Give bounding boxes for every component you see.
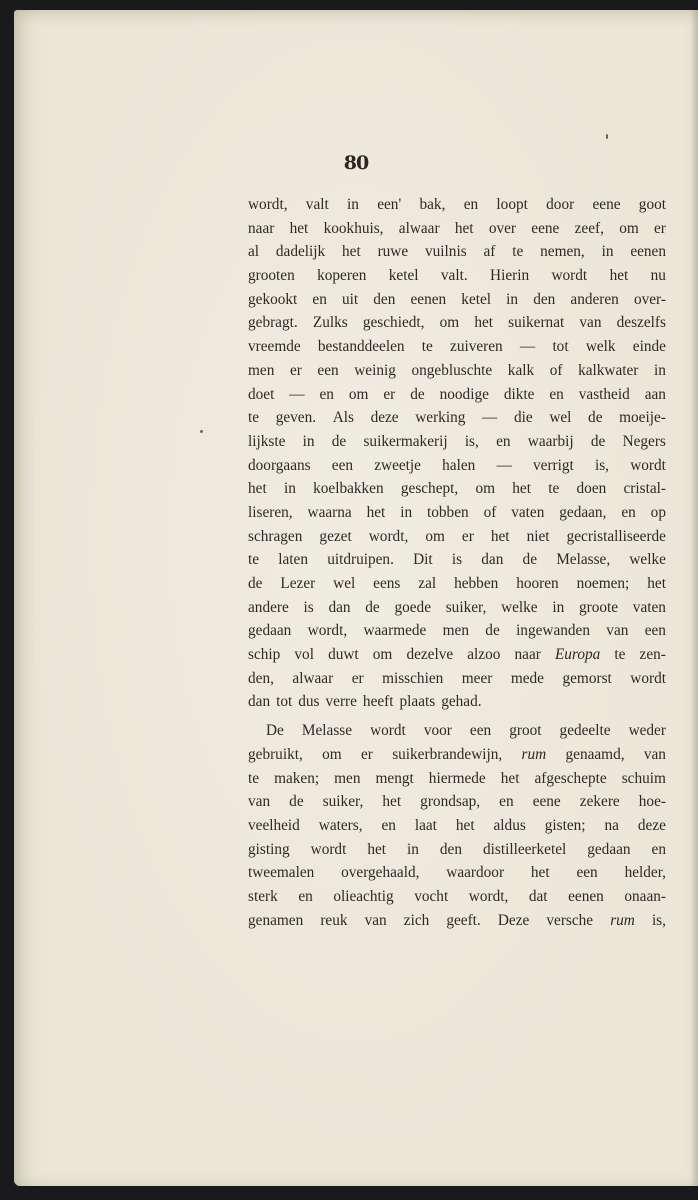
body-text [248, 193, 666, 932]
text-line: schip vol duwt om dezelve alzoo naar Europa te zen- [248, 646, 666, 664]
text-line: men er een weinig ongebluschte kalk of kalkwater in [248, 361, 666, 379]
text-line: grooten koperen ketel valt. Hierin wordt het nu [248, 267, 666, 285]
text-line: tweemalen overgehaald, waardoor het een helder, [248, 864, 666, 882]
paragraph [248, 719, 666, 932]
text-line: te laten uitdruipen. Dit is dan de Melasse, welke [248, 551, 666, 569]
text-line: naar het kookhuis, alwaar het over eene zeef, om er [248, 219, 666, 237]
text-line: dan tot dus verre heeft plaats gehad. [248, 693, 482, 711]
text-line: te geven. Als deze werking — die wel de moeije- [248, 409, 666, 427]
text-line: veelheid waters, en laat het aldus gisten; na deze [248, 816, 666, 834]
text-line: genamen reuk van zich geeft. Deze versche rum is, [248, 911, 666, 929]
text-line: wordt, valt in een' bak, en loopt door eene goot [248, 196, 666, 213]
text-line: gebruikt, om er suikerbrandewijn, rum genaamd, van [248, 745, 666, 763]
text-line: doorgaans een zweetje halen — verrigt is, wordt [248, 456, 666, 474]
text-line: al dadelijk het ruwe vuilnis af te nemen, in eenen [248, 243, 666, 261]
text-line: gebragt. Zulks geschiedt, om het suikernat van deszelfs [248, 314, 666, 332]
text-line: andere is dan de goede suiker, welke in groote vaten [248, 598, 666, 616]
text-line: gekookt en uit den eenen ketel in den anderen over- [248, 290, 666, 308]
text-line: liseren, waarna het in tobben of vaten gedaan, en op [248, 503, 666, 521]
text-line: schragen gezet wordt, om er het niet gecristalliseerde [248, 527, 666, 545]
paper-speck [200, 430, 203, 433]
text-line: gedaan wordt, waarmede men de ingewanden van een [248, 622, 666, 640]
book-page [14, 10, 698, 1186]
text-line: lijkste in de suikermakerij is, en waarbij de Negers [248, 432, 666, 450]
text-line: van de suiker, het grondsap, en eene zekere hoe- [248, 793, 666, 811]
text-line: den, alwaar er misschien meer mede gemorst wordt [248, 669, 666, 687]
text-line: De Melasse wordt voor een groot gedeelte weder [266, 722, 666, 740]
paper-speck [606, 134, 608, 139]
text-line: het in koelbakken geschept, om het te doen cristal- [248, 480, 666, 498]
page-number: 80 [343, 152, 369, 174]
text-line: te maken; men mengt hiermede het afgeschepte schuim [248, 769, 666, 787]
text-line: vreemde bestanddeelen te zuiveren — tot welk einde [248, 338, 666, 356]
page-edge-shadow [692, 10, 698, 1186]
text-line: doet — en om er de noodige dikte en vastheid aan [248, 385, 666, 403]
text-line: gisting wordt het in den distilleerketel gedaan en [248, 840, 666, 858]
paragraph [248, 193, 666, 714]
text-line: de Lezer wel eens zal hebben hooren noemen; het [248, 575, 666, 592]
text-line: sterk en olieachtig vocht wordt, dat eenen onaan- [248, 887, 666, 905]
